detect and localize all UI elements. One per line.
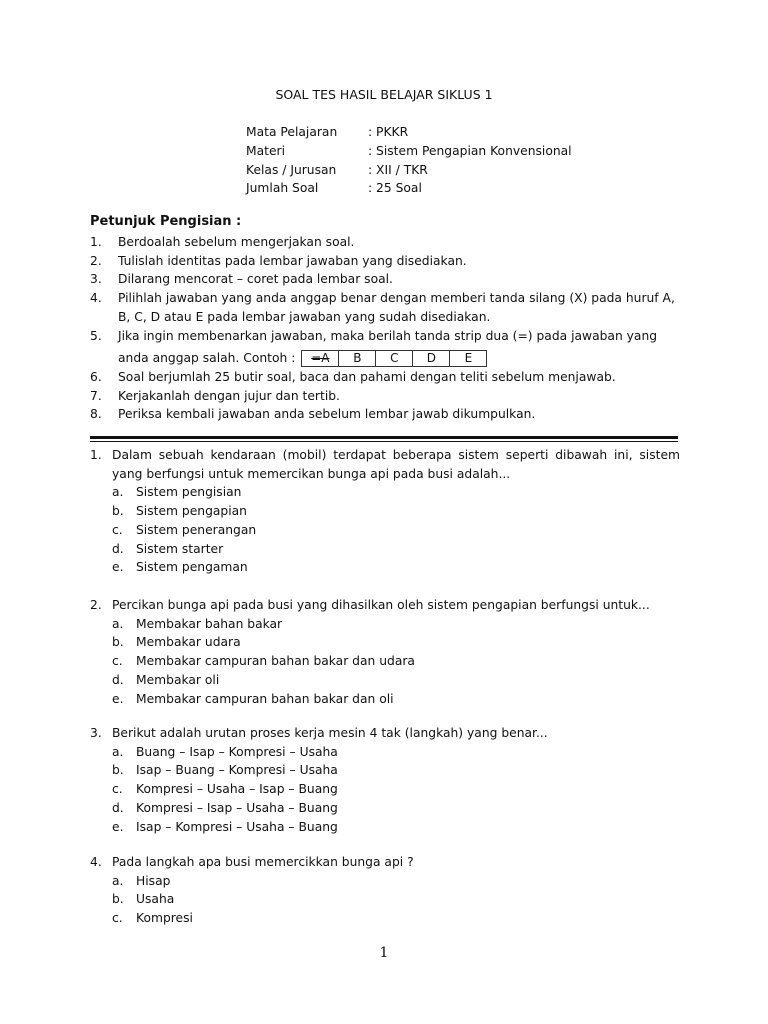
page-number: 1: [379, 945, 389, 961]
option-text: Buang – Isap – Kompresi – Usaha: [136, 744, 338, 759]
option-letter: a.: [112, 485, 124, 500]
instructions-heading: Petunjuk Pengisian :: [90, 214, 242, 229]
divider-thin: [90, 441, 678, 442]
option-letter: e.: [112, 691, 124, 706]
info-block: [246, 123, 572, 198]
info-row: [246, 179, 572, 198]
info-value: : 25 Soal: [368, 181, 422, 196]
question-number: 3.: [90, 726, 102, 740]
question-stem: [90, 446, 680, 483]
option-letter: b.: [112, 504, 124, 519]
answer-option: [90, 909, 680, 928]
info-value: : XII / TKR: [368, 162, 428, 177]
option-letter: a.: [112, 616, 124, 631]
answer-option: [90, 743, 680, 762]
item-text: Dilarang mencorat – coret pada lembar soal.: [118, 272, 393, 287]
option-text: Kompresi – Isap – Usaha – Buang: [136, 800, 338, 815]
question: [90, 596, 680, 708]
info-row: [246, 142, 572, 161]
option-text: Sistem pengisian: [136, 485, 242, 500]
instruction-item: [90, 327, 680, 368]
question: [90, 853, 680, 928]
question-text: Percikan bunga api pada busi yang dihasilkan oleh sistem pengapian berfungsi untuk...: [112, 598, 650, 612]
option-text: Membakar udara: [136, 635, 241, 650]
example-answer-box: [301, 350, 487, 367]
question-number: 4.: [90, 855, 102, 869]
answer-option: [90, 690, 680, 709]
info-value: : Sistem Pengapian Konvensional: [368, 143, 572, 158]
option-text: Membakar oli: [136, 672, 220, 687]
option-text: Sistem penerangan: [136, 522, 257, 537]
item-text: Kerjakanlah dengan jujur dan tertib.: [118, 388, 340, 403]
answer-option: [90, 633, 680, 652]
divider-thick: [90, 436, 678, 439]
question-stem: [90, 596, 680, 615]
item-text: Berdoalah sebelum mengerjakan soal.: [118, 235, 355, 249]
option-letter: b.: [112, 892, 124, 907]
info-label: Mata Pelajaran: [246, 125, 338, 139]
option-text: Membakar campuran bahan bakar dan udara: [136, 654, 415, 669]
example-choice: D: [413, 351, 450, 366]
question-number: 2.: [90, 598, 102, 612]
item-number: 5.: [90, 328, 102, 343]
example-choice: E: [464, 351, 473, 366]
question-number: 1.: [90, 448, 102, 462]
answer-option: [90, 652, 680, 671]
question: [90, 446, 680, 577]
option-letter: b.: [112, 635, 124, 650]
item-number: 3.: [90, 272, 102, 287]
answer-option: [90, 540, 680, 559]
instruction-item: [90, 233, 680, 252]
option-text: Kompresi – Usaha – Isap – Buang: [136, 782, 338, 797]
option-text: Membakar bahan bakar: [136, 616, 283, 631]
option-letter: d.: [112, 800, 124, 815]
item-text: Tulislah identitas pada lembar jawaban yang disediakan.: [118, 253, 467, 268]
answer-option: [90, 818, 680, 837]
answer-option: [90, 799, 680, 818]
option-text: Membakar campuran bahan bakar dan oli: [136, 691, 394, 706]
page-title: SOAL TES HASIL BELAJAR SIKLUS 1: [275, 87, 493, 102]
option-text: Sistem starter: [136, 541, 224, 556]
option-letter: b.: [112, 763, 124, 778]
option-text: Usaha: [136, 892, 175, 907]
question-stem: [90, 853, 680, 872]
item-text-line2: anda anggap salah. Contoh :: [118, 351, 296, 366]
info-row: [246, 161, 572, 180]
instruction-item: [90, 387, 680, 406]
instruction-item: [90, 270, 680, 289]
option-letter: c.: [112, 654, 123, 669]
question-stem: [90, 724, 680, 743]
option-letter: c.: [112, 782, 123, 797]
item-text: [118, 327, 680, 368]
info-label: Materi: [246, 143, 286, 158]
item-number: 1.: [90, 235, 102, 249]
item-number: 4.: [90, 291, 102, 306]
answer-option: [90, 558, 680, 577]
item-text: Soal berjumlah 25 butir soal, baca dan pahami dengan teliti sebelum menjawab.: [118, 369, 616, 384]
answer-option: [90, 671, 680, 690]
option-text: Sistem pengaman: [136, 560, 248, 575]
question-text: Dalam sebuah kendaraan (mobil) terdapat beberapa sistem seperti dibawah ini, sistem yang berfungsi untuk memercikan bunga api pada busi adalah...: [112, 448, 680, 481]
option-text: Hisap: [136, 873, 171, 888]
answer-option: [90, 780, 680, 799]
item-text: Periksa kembali jawaban anda sebelum lembar jawab dikumpulkan.: [118, 407, 536, 422]
info-value: : PKKR: [368, 125, 409, 139]
option-text: Isap – Buang – Kompresi – Usaha: [136, 763, 338, 778]
item-number: 2.: [90, 253, 102, 268]
example-choice: C: [376, 351, 413, 366]
info-label: Jumlah Soal: [246, 181, 319, 196]
item-number: 6.: [90, 369, 102, 384]
answer-option: [90, 502, 680, 521]
option-text: Sistem pengapian: [136, 504, 247, 519]
question-text: Berikut adalah urutan proses kerja mesin 4 tak (langkah) yang benar...: [112, 726, 548, 740]
instructions-list: [90, 233, 680, 424]
info-row: [246, 123, 572, 142]
option-letter: c.: [112, 522, 123, 537]
instruction-item: [90, 289, 680, 326]
instruction-item: [90, 252, 680, 271]
question-text: Pada langkah apa busi memercikkan bunga api ?: [112, 855, 414, 869]
answer-option: [90, 890, 680, 909]
option-text: Kompresi: [136, 911, 193, 926]
answer-option: [90, 615, 680, 634]
item-number: 8.: [90, 407, 102, 422]
answer-option: [90, 872, 680, 891]
option-letter: e.: [112, 819, 124, 834]
item-text: Pilihlah jawaban yang anda anggap benar dengan memberi tanda silang (X) pada huruf A, B, C, D atau E pada lembar jawaban yang sudah disediakan.: [118, 291, 675, 324]
item-number: 7.: [90, 388, 102, 403]
option-letter: a.: [112, 873, 124, 888]
info-label: Kelas / Jurusan: [246, 162, 337, 177]
option-letter: c.: [112, 911, 123, 926]
option-text: Isap – Kompresi – Usaha – Buang: [136, 819, 338, 834]
example-choice: B: [339, 351, 376, 366]
question: [90, 724, 680, 836]
option-letter: d.: [112, 672, 124, 687]
answer-option: [90, 521, 680, 540]
item-text-line1: Jika ingin membenarkan jawaban, maka berilah tanda strip dua (=) pada jawaban yang: [118, 328, 658, 343]
instruction-item: [90, 405, 680, 424]
option-letter: a.: [112, 744, 124, 759]
option-letter: e.: [112, 560, 124, 575]
example-choice: =A: [302, 351, 339, 366]
option-letter: d.: [112, 541, 124, 556]
answer-option: [90, 483, 680, 502]
instruction-item: [90, 368, 680, 387]
answer-option: [90, 761, 680, 780]
